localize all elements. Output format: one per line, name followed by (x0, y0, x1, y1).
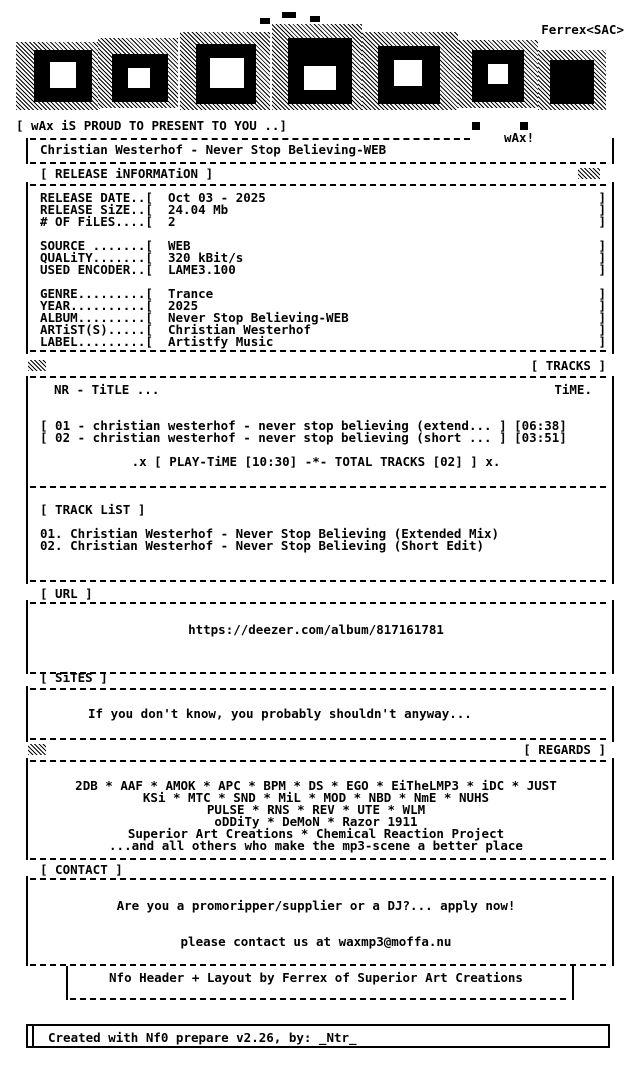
info-value: Artistfy Music (168, 334, 274, 349)
info-value: Trance (168, 286, 214, 301)
section-tracks: [ TRACKS ] (530, 358, 606, 373)
info-close-bracket: ] (598, 190, 606, 205)
info-value: 2025 (168, 298, 199, 313)
dither-decoration (578, 168, 600, 179)
greetings-line-3: PULSE * RNS * REV * UTE * WLM (206, 802, 426, 817)
info-close-bracket: ] (598, 250, 606, 265)
album-url-link[interactable]: https://deezer.com/album/817161781 (188, 622, 444, 637)
info-close-bracket: ] (598, 202, 606, 217)
created-with-text: Created with Nf0 prepare v2.26, by: _Ntr_ (48, 1030, 357, 1045)
contact-box (26, 876, 614, 966)
group-tag: wAx! (504, 130, 535, 145)
column-time: TiME. (554, 382, 592, 397)
url-box (26, 600, 614, 674)
greetings-line-2: KSi * MTC * SND * MiL * MOD * NBD * NmE * NUHS (142, 790, 490, 805)
section-sites: [ SiTES ] (40, 670, 108, 685)
track-row-2: [ 02 - christian westerhof - never stop believing (short ... ] [03:51] (40, 430, 567, 445)
section-contact: [ CONTACT ] (40, 862, 123, 877)
section-url: [ URL ] (40, 586, 93, 601)
info-value: 24.04 Mb (168, 202, 229, 217)
info-label: RELEASE SiZE..[ (40, 202, 153, 217)
header-credit: Ferrex<SAC> (541, 22, 624, 37)
dither-decoration (28, 744, 46, 755)
info-close-bracket: ] (598, 238, 606, 253)
presents-line: [ wAx iS PROUD TO PRESENT TO YOU ..] (16, 118, 287, 133)
tracklist-item-2: 02. Christian Westerhof - Never Stop Believing (Short Edit) (40, 538, 485, 553)
info-label: YEAR..........[ (40, 298, 153, 313)
greetings-line-4: oDDiTy * DeMoN * Razor 1911 (214, 814, 418, 829)
info-label: QUALiTY.......[ (40, 250, 153, 265)
info-close-bracket: ] (598, 262, 606, 277)
greetings-line-5: Superior Art Creations * Chemical Reaction Project (127, 826, 505, 841)
info-label: LABEL.........[ (40, 334, 153, 349)
section-release-info: [ RELEASE iNFORMATiON ] (40, 166, 214, 181)
info-close-bracket: ] (598, 310, 606, 325)
info-value: LAME3.100 (168, 262, 236, 277)
section-track-list: [ TRACK LiST ] (40, 502, 146, 517)
track-row-1: [ 01 - christian westerhof - never stop believing (extend... ] [06:38] (40, 418, 567, 433)
greetings-line-1: 2DB * AAF * AMOK * APC * BPM * DS * EGO * EiTheLMP3 * iDC * JUST (75, 778, 557, 793)
info-value: 320 kBit/s (168, 250, 244, 265)
info-value: Never Stop Believing-WEB (168, 310, 349, 325)
info-close-bracket: ] (598, 214, 606, 229)
tracks-summary: .x [ PLAY-TiME [10:30] -*- TOTAL TRACKS [02] ] x. (131, 454, 501, 469)
info-close-bracket: ] (598, 322, 606, 337)
info-value: 2 (168, 214, 176, 229)
info-label: # OF FiLES....[ (40, 214, 153, 229)
info-label: USED ENCODER..[ (40, 262, 153, 277)
tracklist-item-1: 01. Christian Westerhof - Never Stop Believing (Extended Mix) (40, 526, 500, 541)
footer-credit: Nfo Header + Layout by Ferrex of Superior Art Creations (109, 970, 523, 985)
info-close-bracket: ] (598, 334, 606, 349)
info-close-bracket: ] (598, 298, 606, 313)
info-value: WEB (168, 238, 191, 253)
sites-text: If you don't know, you probably shouldn't anyway... (88, 706, 472, 721)
release-title: Christian Westerhof - Never Stop Believing-WEB (40, 142, 387, 157)
dither-decoration (28, 360, 46, 371)
info-label: SOURCE .......[ (40, 238, 153, 253)
info-close-bracket: ] (598, 286, 606, 301)
info-label: ARTiST(S).....[ (40, 322, 153, 337)
info-value: Christian Westerhof (168, 322, 311, 337)
info-label: RELEASE DATE..[ (40, 190, 153, 205)
contact-email-line[interactable]: please contact us at waxmp3@moffa.nu (180, 934, 452, 949)
info-value: Oct 03 - 2025 (168, 190, 266, 205)
wax-logo-art (10, 10, 610, 125)
greetings-line-6: ...and all others who make the mp3-scene a better place (109, 838, 523, 853)
contact-line-1: Are you a promoripper/supplier or a DJ?... apply now! (116, 898, 516, 913)
info-label: ALBUM.........[ (40, 310, 153, 325)
info-label: GENRE.........[ (40, 286, 153, 301)
column-title: NR - TiTLE ... (54, 382, 160, 397)
section-regards: [ REGARDS ] (523, 742, 606, 757)
